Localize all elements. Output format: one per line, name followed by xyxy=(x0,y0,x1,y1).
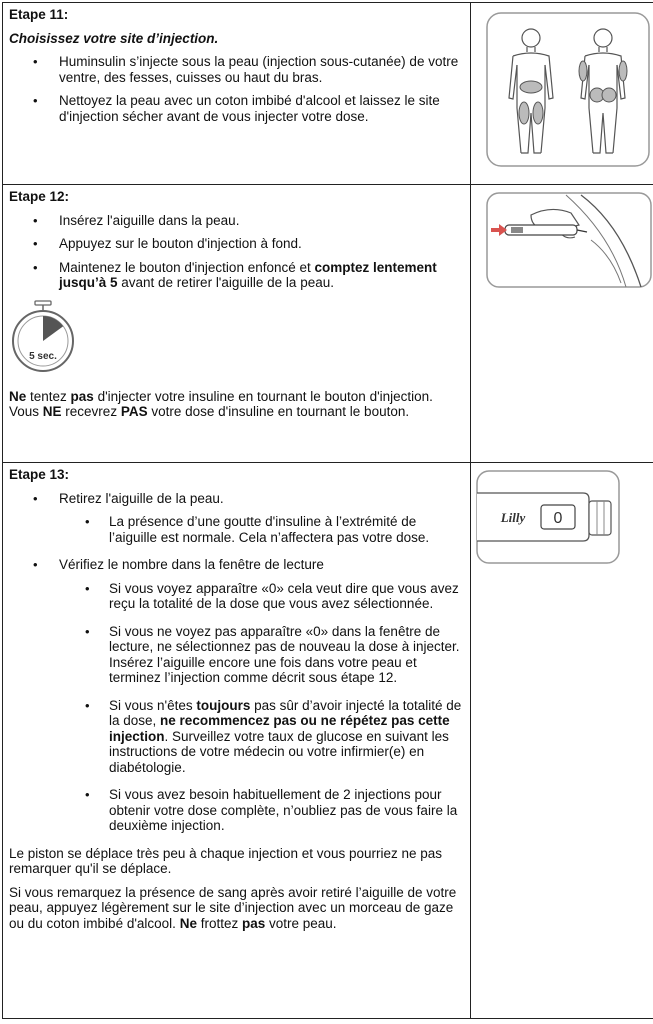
step-12-note-a: tentez xyxy=(26,388,71,404)
timer-label: 5 sec. xyxy=(29,350,57,362)
pen-brand-label: Lilly xyxy=(500,510,526,525)
pen-window-value: 0 xyxy=(553,510,563,527)
step-12-bullet-1: • Insérez l'aiguille dans la peau. xyxy=(59,213,464,229)
step-11-text-cell xyxy=(3,3,471,185)
step-13-sub-1: • Si vous voyez apparaître «0» cela veut dire que vous avez reçu la totalité de la dose que vous avez sélectionnée. xyxy=(109,581,464,612)
step-11-subtitle: Choisissez votre site d’injection. xyxy=(9,30,219,46)
step-12-row xyxy=(3,185,653,463)
step-12-title: Etape 12: xyxy=(9,189,70,204)
step-13-bullet-2 xyxy=(59,557,464,834)
step-13-list xyxy=(9,491,464,834)
step-13-sub-3 xyxy=(109,698,464,776)
step-12-image-cell xyxy=(471,185,653,463)
step-13-title: Etape 13: xyxy=(9,467,70,482)
step-12-note-b: d'injecter votre insuline en tournant le bouton d'injection. Vous xyxy=(9,388,433,419)
step-12-note-ne2: NE xyxy=(42,404,62,419)
step-13-text-cell xyxy=(3,463,471,1019)
step-11-image-cell xyxy=(471,3,653,185)
step-13-para-2-b: frottez xyxy=(196,915,242,931)
step-13-sub-3-c: . Surveillez votre taux de glucose en suivant les instructions de votre médecin ou votre infirmier(e) en diabétologie. xyxy=(109,728,449,775)
step-12-note-pas: pas xyxy=(70,388,94,404)
step-13-para-2 xyxy=(9,885,464,932)
step-13-para-2-a: Si vous remarquez la présence de sang après avoir retiré l’aiguille de votre peau, appuyez légèrement sur le site d’injection avec un morceau de gaze ou du coton imbibé d'alcool. xyxy=(9,884,457,931)
instructions-table xyxy=(2,2,653,1019)
step-13-bullet-2-sublist xyxy=(59,581,464,834)
step-12-bullet-3-text-a: Maintenez le bouton d'injection enfoncé et xyxy=(59,259,315,275)
step-11-bullet-2: • Nettoyez la peau avec un coton imbibé d'alcool et laissez le site d'injection sécher avant de vous injecter votre dose. xyxy=(59,93,464,124)
pen-dose-window-illustration xyxy=(471,463,653,573)
step-12-note-c: recevrez xyxy=(61,404,121,419)
step-12-bullet-3 xyxy=(59,260,464,291)
step-13-sub-3-b: pas sûr d’avoir injecté la totalité de la dose, xyxy=(109,697,462,728)
step-13-bullet-1 xyxy=(59,491,464,546)
step-12-note-ne: Ne xyxy=(9,388,27,404)
injection-sites-illustration xyxy=(471,3,653,184)
step-11-title: Etape 11: xyxy=(9,7,69,22)
step-12-list xyxy=(9,213,464,291)
step-13-sub-3-bold-1: toujours xyxy=(196,697,251,713)
step-13-sub-3-bold-2: ne recommencez pas ou ne répétez pas cette injection xyxy=(109,713,450,744)
step-13-para-1: Le piston se déplace très peu à chaque injection et vous pourriez ne pas remarquer qu'il se déplace. xyxy=(9,845,443,876)
injection-illustration xyxy=(471,185,653,295)
step-12-note-pas2: PAS xyxy=(120,404,148,419)
step-12-note xyxy=(9,389,464,420)
step-13-image-cell xyxy=(471,463,653,1019)
step-13-para-2-pas: pas xyxy=(241,915,266,931)
step-12-note-d: votre dose d'insuline en tournant le bouton. xyxy=(147,404,410,419)
step-11-row xyxy=(3,3,653,185)
step-13-sub-4: • Si vous avez besoin habituellement de 2 injections pour obtenir votre dose complète, n’oubliez pas de vous faire la deuxième injection. xyxy=(109,787,464,834)
step-13-para-2-ne: Ne xyxy=(179,915,197,931)
step-13-sub-2: • Si vous ne voyez pas apparaître «0» dans la fenêtre de lecture, ne sélectionnez pas de nouveau la dose à injecter. Insérez l’aiguille encore une fois dans votre peau et terminez l’injection comme décrit sous étape 12. xyxy=(109,624,464,686)
step-13-row xyxy=(3,463,653,1019)
step-11-bullet-1: • Huminsulin s’injecte sous la peau (injection sous-cutanée) de votre ventre, des fesses, cuisses ou haut du bras. xyxy=(59,54,464,85)
step-13-bullet-2-text: Vérifiez le nombre dans la fenêtre de lecture xyxy=(59,557,324,572)
step-12-text-cell xyxy=(3,185,471,463)
timer-icon xyxy=(5,299,85,375)
step-12-bullet-3-bold: comptez lentement jusqu’à 5 xyxy=(59,259,437,290)
step-13-sub-3-a: Si vous n'êtes xyxy=(109,697,197,713)
step-11-list xyxy=(9,54,464,124)
step-12-bullet-3-text-b: avant de retirer l'aiguille de la peau. xyxy=(117,275,334,290)
step-13-para-2-c: votre peau. xyxy=(265,915,337,931)
step-13-bullet-1-sublist xyxy=(59,514,464,545)
step-13-bullet-1-text: Retirez l'aiguille de la peau. xyxy=(59,490,224,506)
step-12-bullet-2: • Appuyez sur le bouton d'injection à fond. xyxy=(59,236,464,252)
step-13-bullet-1-sub-1: • La présence d’une goutte d'insuline à l’extrémité de l’aiguille est normale. Cela n’affectera pas votre dose. xyxy=(109,514,464,545)
